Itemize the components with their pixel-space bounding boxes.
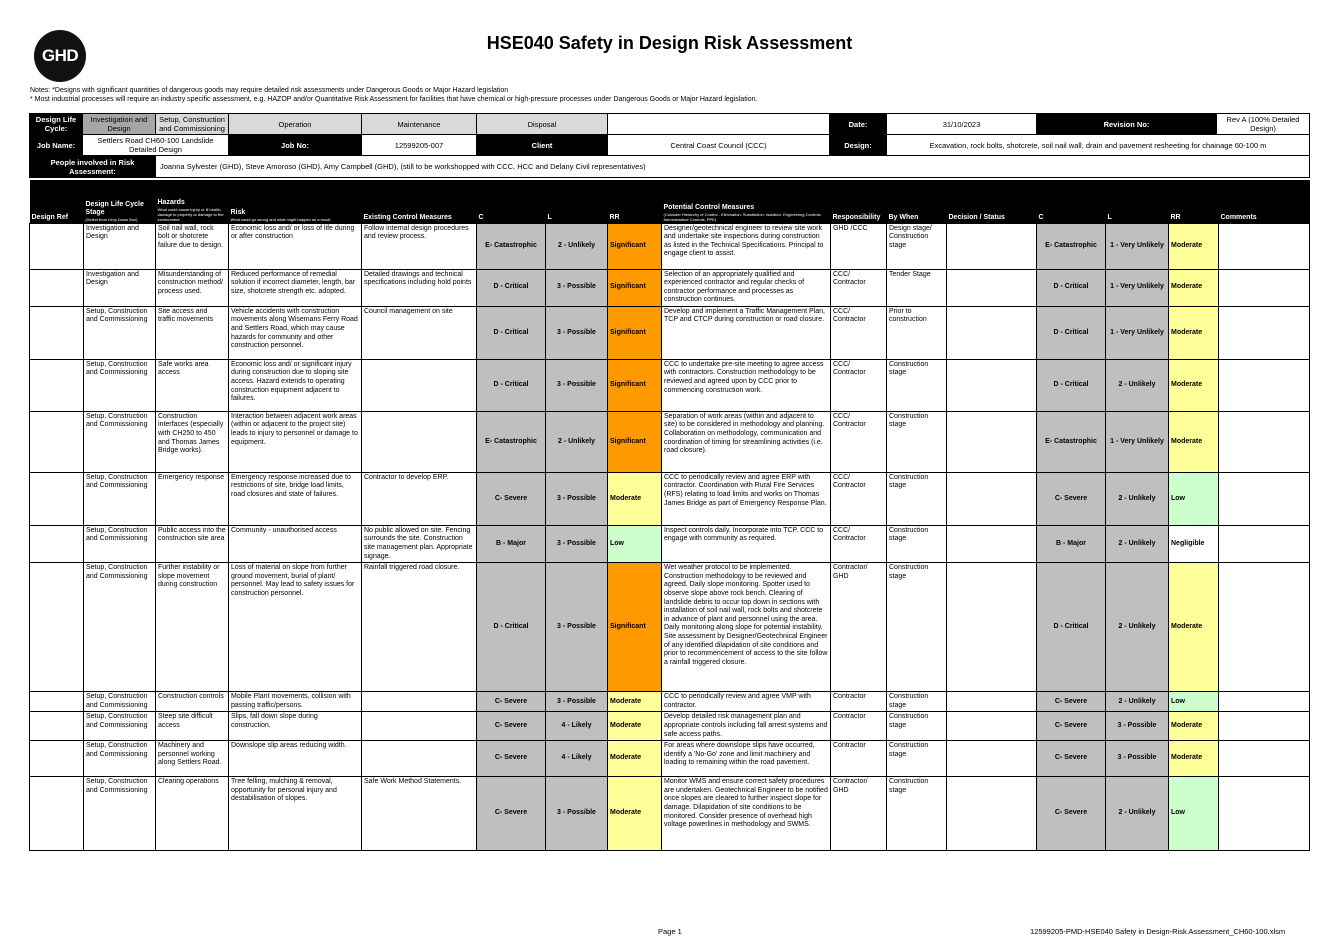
stage-cell: Setup, Construction and Commissioning: [84, 563, 156, 692]
comments-cell: [1219, 741, 1310, 777]
initial-likelihood-cell: 3 - Possible: [546, 563, 608, 692]
decision-cell: [947, 306, 1037, 359]
residual-likelihood-cell: 1 - Very Unlikely: [1106, 411, 1169, 472]
table-row: [30, 692, 1310, 712]
decision-cell: [947, 472, 1037, 525]
design-label: Design:: [830, 135, 887, 156]
risk-cell: Loss of material on slope from further ground movement, burial of plant/ personnel. May lead to safety issues for construction personnel.: [229, 563, 362, 692]
existing-control-cell: Follow internal design procedures and review process.: [362, 223, 477, 269]
initial-risk-rating-cell: Significant: [608, 563, 662, 692]
col-hazards-label: Hazards: [157, 198, 185, 206]
by-when-cell: Prior to construction: [887, 306, 947, 359]
table-row: [30, 712, 1310, 741]
responsibility-cell: CCC/ Contractor: [831, 525, 887, 562]
residual-consequence-cell: C- Severe: [1037, 692, 1106, 712]
hazard-cell: Misunderstanding of construction method/ process used.: [156, 269, 229, 306]
risk-cell: Economic loss and/ or loss of life during or after construction: [229, 223, 362, 269]
initial-risk-rating-cell: Moderate: [608, 472, 662, 525]
initial-consequence-cell: C- Severe: [477, 472, 546, 525]
by-when-cell: Construction stage: [887, 472, 947, 525]
potential-control-cell: CCC to periodically review and agree ERP with contractor. Coordination with Rural Fire Services (RFS) relating to load limits and works on Thomas James Bridge as part of Emergency Response Plan.: [662, 472, 831, 525]
table-row: [30, 472, 1310, 525]
note-line-1: Notes: *Designs with significant quantities of dangerous goods may require detailed risk assessments under Dangerous Goods or Major Hazard legislation: [30, 87, 509, 94]
hazard-cell: Clearing operations: [156, 777, 229, 851]
potential-control-cell: Develop and implement a Traffic Management Plan, TCP and CTCP during construction or road closure.: [662, 306, 831, 359]
responsibility-cell: Contractor: [831, 712, 887, 741]
col-stage: [84, 180, 156, 223]
table-body: [30, 223, 1310, 851]
table-row: [30, 777, 1310, 851]
decision-cell: [947, 563, 1037, 692]
col-by-when: By When: [887, 180, 947, 223]
initial-likelihood-cell: 3 - Possible: [546, 525, 608, 562]
col-potential-label: Potential Control Measures: [663, 203, 755, 211]
residual-risk-rating-cell: Moderate: [1169, 741, 1219, 777]
note-line-2: * Most industrial processes will require an industry specific assessment, e.g. HAZOP and/or Quantitative Risk Assessment for facilities that have chemical or high-pressure processes under Dangerous Goods or Major Hazard legislation.: [30, 96, 758, 103]
residual-likelihood-cell: 2 - Unlikely: [1106, 472, 1169, 525]
residual-consequence-cell: C- Severe: [1037, 741, 1106, 777]
risk-cell: Community - unauthorised access: [229, 525, 362, 562]
potential-control-cell: Inspect controls daily. Incorporate into TCP. CCC to engage with community as required.: [662, 525, 831, 562]
responsibility-cell: Contractor: [831, 692, 887, 712]
decision-cell: [947, 777, 1037, 851]
col-decision: Decision / Status: [947, 180, 1037, 223]
file-name: 12599205-PMD-HSE040 Safety in Design-Risk Assessment_CH60-100.xlsm: [1030, 927, 1286, 936]
residual-likelihood-cell: 1 - Very Unlikely: [1106, 223, 1169, 269]
initial-likelihood-cell: 3 - Possible: [546, 692, 608, 712]
initial-likelihood-cell: 2 - Unlikely: [546, 411, 608, 472]
initial-consequence-cell: D - Critical: [477, 269, 546, 306]
stage-cell: Setup, Construction and Commissioning: [84, 411, 156, 472]
initial-risk-rating-cell: Moderate: [608, 741, 662, 777]
residual-consequence-cell: C- Severe: [1037, 472, 1106, 525]
stage-setup[interactable]: Setup, Construction and Commissioning: [156, 114, 229, 135]
stage-cell: Investigation and Design: [84, 223, 156, 269]
residual-risk-rating-cell: Moderate: [1169, 269, 1219, 306]
potential-control-cell: Selection of an appropriately qualified and experienced contractor and regular checks of contractor performance and processes as construction continues.: [662, 269, 831, 306]
blank-cell: [608, 114, 830, 135]
decision-cell: [947, 223, 1037, 269]
hazard-cell: Construction interfaces (especially with CH250 to 450 and Thomas James Bridge works).: [156, 411, 229, 472]
responsibility-cell: Contractor: [831, 741, 887, 777]
potential-control-cell: Monitor WMS and ensure correct safety procedures are undertaken. Geotechnical Engineer to be notified once slopes are cleared to further inspect slope for damage. Dilapidation of site conditions to be monitored. Consider presence of overhead high voltage powerlines in methodology and SWMS.: [662, 777, 831, 851]
existing-control-cell: No public allowed on site. Fencing surrounds the site. Construction site management plan. Appropriate signage.: [362, 525, 477, 562]
initial-likelihood-cell: 4 - Likely: [546, 741, 608, 777]
table-row: [30, 306, 1310, 359]
residual-likelihood-cell: 2 - Unlikely: [1106, 525, 1169, 562]
design-ref: [30, 472, 84, 525]
table-row: [30, 563, 1310, 692]
stage-operation[interactable]: Operation: [229, 114, 362, 135]
initial-likelihood-cell: 3 - Possible: [546, 777, 608, 851]
risk-cell: Economic loss and/ or significant injury during construction due to sloping site access. Hazard extends to operating construction equipment adjacent to failures.: [229, 359, 362, 411]
design-ref: [30, 692, 84, 712]
hazard-cell: Steep site difficult access: [156, 712, 229, 741]
client-value: Central Coast Council (CCC): [608, 135, 830, 156]
responsibility-cell: CCC/ Contractor: [831, 472, 887, 525]
potential-control-cell: For areas where downslope slips have occurred, identify a 'No-Go' zone and limit machinery and loading to remaining within the road pavement.: [662, 741, 831, 777]
responsibility-cell: Contractor/ GHD: [831, 777, 887, 851]
comments-cell: [1219, 712, 1310, 741]
risk-cell: Vehicle accidents with construction movements along Wisemans Ferry Road and Settlers Road, which may cause hazards for community and other construction personnel.: [229, 306, 362, 359]
col-potential-sub: (Consider Hierarchy of Control - Elimination, Substitution, Isolation, Engineering Controls, Administrative Controls, PPE): [663, 211, 822, 222]
table-row: [30, 741, 1310, 777]
existing-control-cell: [362, 712, 477, 741]
responsibility-cell: CCC/ Contractor: [831, 411, 887, 472]
stage-cell: Setup, Construction and Commissioning: [84, 692, 156, 712]
responsibility-cell: CCC/ Contractor: [831, 306, 887, 359]
design-ref: [30, 269, 84, 306]
design-ref: [30, 712, 84, 741]
initial-consequence-cell: E- Catastrophic: [477, 411, 546, 472]
residual-risk-rating-cell: Moderate: [1169, 411, 1219, 472]
residual-likelihood-cell: 2 - Unlikely: [1106, 563, 1169, 692]
initial-risk-rating-cell: Moderate: [608, 692, 662, 712]
by-when-cell: Construction stage: [887, 563, 947, 692]
residual-risk-rating-cell: Moderate: [1169, 712, 1219, 741]
initial-risk-rating-cell: Significant: [608, 306, 662, 359]
stage-disposal[interactable]: Disposal: [477, 114, 608, 135]
stage-cell: Setup, Construction and Commissioning: [84, 712, 156, 741]
existing-control-cell: [362, 741, 477, 777]
decision-cell: [947, 411, 1037, 472]
comments-cell: [1219, 472, 1310, 525]
stage-cell: Setup, Construction and Commissioning: [84, 359, 156, 411]
stage-maintenance[interactable]: Maintenance: [362, 114, 477, 135]
stage-cell: Setup, Construction and Commissioning: [84, 472, 156, 525]
initial-risk-rating-cell: Significant: [608, 269, 662, 306]
initial-consequence-cell: D - Critical: [477, 359, 546, 411]
residual-risk-rating-cell: Moderate: [1169, 563, 1219, 692]
initial-consequence-cell: D - Critical: [477, 563, 546, 692]
residual-risk-rating-cell: Negligible: [1169, 525, 1219, 562]
client-label: Client: [477, 135, 608, 156]
initial-consequence-cell: C- Severe: [477, 741, 546, 777]
potential-control-cell: Separation of work areas (within and adjacent to site) to be considered in methodology and planning. Collaboration on methodology, communication and coordination of timing for streamlining activities (i.e. road closure).: [662, 411, 831, 472]
comments-cell: [1219, 692, 1310, 712]
comments-cell: [1219, 306, 1310, 359]
stage-cell: Setup, Construction and Commissioning: [84, 741, 156, 777]
risk-cell: Downslope slip areas reducing width.: [229, 741, 362, 777]
decision-cell: [947, 525, 1037, 562]
col-res-c: C: [1037, 180, 1106, 223]
potential-control-cell: CCC to periodically review and agree VMP with contractor.: [662, 692, 831, 712]
potential-control-cell: Wet weather protocol to be implemented. Construction methodology to be reviewed and agreed. Daily slope monitoring. Spotter used to observe slope above rock bench. Clearing of landslide debris to occur top down in sections with installation of soil nail wall, rock bolts and shotcrete in advance of plant and personnel using the area. Daily monitoring along slope for potential instability. Site assessment by Designer/Geotechnical Engineer of any identified dilapidation of site conditions and prior to recommencement of access to the site follow a rainfall triggered closure.: [662, 563, 831, 692]
initial-consequence-cell: D - Critical: [477, 306, 546, 359]
residual-risk-rating-cell: Low: [1169, 777, 1219, 851]
risk-cell: Tree felling, mulching & removal, opportunity for personal injury and destabilisation of slopes.: [229, 777, 362, 851]
comments-cell: [1219, 777, 1310, 851]
design-ref: [30, 563, 84, 692]
initial-likelihood-cell: 3 - Possible: [546, 306, 608, 359]
residual-risk-rating-cell: Low: [1169, 692, 1219, 712]
existing-control-cell: Contractor to develop ERP.: [362, 472, 477, 525]
residual-risk-rating-cell: Moderate: [1169, 359, 1219, 411]
residual-likelihood-cell: 1 - Very Unlikely: [1106, 306, 1169, 359]
col-hazards-sub: What could cause injury or ill health, damage to property or damage to the environment: [157, 206, 224, 222]
responsibility-cell: CCC/ Contractor: [831, 269, 887, 306]
initial-risk-rating-cell: Moderate: [608, 712, 662, 741]
responsibility-cell: CCC/ Contractor: [831, 359, 887, 411]
by-when-cell: Construction stage: [887, 692, 947, 712]
hazard-cell: Construction controls: [156, 692, 229, 712]
col-risk: [229, 180, 362, 223]
design-ref: [30, 525, 84, 562]
by-when-cell: Tender Stage: [887, 269, 947, 306]
design-ref: [30, 223, 84, 269]
comments-cell: [1219, 223, 1310, 269]
col-hazards: [156, 180, 229, 223]
job-name-value: Settlers Road CH60-100 Landslide Detailed Design: [83, 135, 229, 156]
initial-likelihood-cell: 3 - Possible: [546, 359, 608, 411]
hazard-cell: Safe works area access: [156, 359, 229, 411]
design-ref: [30, 306, 84, 359]
table-row: [30, 269, 1310, 306]
job-name-label: Job Name:: [30, 135, 83, 156]
existing-control-cell: Safe Work Method Statements.: [362, 777, 477, 851]
col-design-ref: Design Ref: [30, 180, 84, 223]
residual-risk-rating-cell: Low: [1169, 472, 1219, 525]
stage-investigation[interactable]: Investigation and Design: [83, 114, 156, 135]
initial-risk-rating-cell: Moderate: [608, 777, 662, 851]
design-ref: [30, 359, 84, 411]
stage-cell: Setup, Construction and Commissioning: [84, 525, 156, 562]
comments-cell: [1219, 269, 1310, 306]
initial-risk-rating-cell: Significant: [608, 411, 662, 472]
comments-cell: [1219, 411, 1310, 472]
residual-consequence-cell: D - Critical: [1037, 269, 1106, 306]
decision-cell: [947, 712, 1037, 741]
col-risk-sub: What could go wrong and what might happen as a result: [230, 216, 331, 222]
col-risk-label: Risk: [230, 208, 246, 216]
potential-control-cell: CCC to undertake pre-site meeting to agree access with contractors. Construction methodology to be reviewed and agreed upon by CCC prior to commencing construction work.: [662, 359, 831, 411]
existing-control-cell: Council management on site: [362, 306, 477, 359]
stage-cell: Setup, Construction and Commissioning: [84, 777, 156, 851]
initial-consequence-cell: C- Severe: [477, 692, 546, 712]
initial-likelihood-cell: 3 - Possible: [546, 472, 608, 525]
decision-cell: [947, 692, 1037, 712]
job-no-value: 12599205-007: [362, 135, 477, 156]
col-c: C: [477, 180, 546, 223]
by-when-cell: Construction stage: [887, 525, 947, 562]
col-comments: Comments: [1219, 180, 1310, 223]
date-value: 31/10/2023: [887, 114, 1037, 135]
comments-cell: [1219, 563, 1310, 692]
hazard-cell: Soil nail wall, rock bolt or shotcrete failure due to design.: [156, 223, 229, 269]
hazard-cell: Emergency response: [156, 472, 229, 525]
col-rr: RR: [608, 180, 662, 223]
hazard-cell: Site access and traffic movements: [156, 306, 229, 359]
design-value: Excavation, rock bolts, shotcrete, soil nail wall, drain and pavement resheeting for chainage 60-100 m: [887, 135, 1310, 156]
residual-consequence-cell: D - Critical: [1037, 359, 1106, 411]
residual-consequence-cell: D - Critical: [1037, 563, 1106, 692]
residual-likelihood-cell: 1 - Very Unlikely: [1106, 269, 1169, 306]
col-stage-label: Design Life Cycle Stage: [85, 200, 144, 216]
table-row: [30, 359, 1310, 411]
residual-consequence-cell: E- Catastrophic: [1037, 223, 1106, 269]
table-row: [30, 223, 1310, 269]
design-ref: [30, 777, 84, 851]
by-when-cell: Construction stage: [887, 741, 947, 777]
residual-risk-rating-cell: Moderate: [1169, 223, 1219, 269]
by-when-cell: Construction stage: [887, 411, 947, 472]
page-number: Page 1: [658, 927, 682, 936]
initial-likelihood-cell: 4 - Likely: [546, 712, 608, 741]
col-responsibility: Responsibility: [831, 180, 887, 223]
risk-cell: Interaction between adjacent work areas (within or adjacent to the project site) leads to injury to personnel or damage to equipment.: [229, 411, 362, 472]
initial-risk-rating-cell: Low: [608, 525, 662, 562]
potential-control-cell: Develop detailed risk management plan and appropriate controls including fall arrest systems and safe access paths.: [662, 712, 831, 741]
residual-likelihood-cell: 2 - Unlikely: [1106, 692, 1169, 712]
hazard-cell: Public access into the construction site area: [156, 525, 229, 562]
lifecycle-label: Design Life Cycle:: [30, 114, 83, 135]
residual-consequence-cell: D - Critical: [1037, 306, 1106, 359]
col-l: L: [546, 180, 608, 223]
risk-register-table: [29, 180, 1310, 851]
by-when-cell: Construction stage: [887, 712, 947, 741]
risk-cell: Reduced performance of remedial solution if incorrect diameter, length, bar size, shotcrete strength etc. adopted.: [229, 269, 362, 306]
residual-consequence-cell: B - Major: [1037, 525, 1106, 562]
col-existing: Existing Control Measures: [362, 180, 477, 223]
initial-risk-rating-cell: Significant: [608, 359, 662, 411]
col-res-l: L: [1106, 180, 1169, 223]
responsibility-cell: Contractor/ GHD: [831, 563, 887, 692]
revision-label: Revision No:: [1037, 114, 1217, 135]
page-title: HSE040 Safety in Design Risk Assessment: [486, 33, 853, 53]
date-label: Date:: [830, 114, 887, 135]
notes: [30, 86, 757, 104]
existing-control-cell: [362, 359, 477, 411]
by-when-cell: Construction stage: [887, 777, 947, 851]
existing-control-cell: Rainfall triggered road closure.: [362, 563, 477, 692]
existing-control-cell: [362, 411, 477, 472]
potential-control-cell: Designer/geotechnical engineer to review site work and undertake site inspections during construction as listed in the Technical Specifications. Principal to engage client to assist.: [662, 223, 831, 269]
stage-cell: Investigation and Design: [84, 269, 156, 306]
comments-cell: [1219, 359, 1310, 411]
initial-likelihood-cell: 3 - Possible: [546, 269, 608, 306]
design-ref: [30, 411, 84, 472]
residual-likelihood-cell: 2 - Unlikely: [1106, 777, 1169, 851]
job-no-label: Job No:: [229, 135, 362, 156]
residual-risk-rating-cell: Moderate: [1169, 306, 1219, 359]
project-info-table: [29, 113, 1310, 178]
existing-control-cell: [362, 692, 477, 712]
hazard-cell: Further instability or slope movement during construction: [156, 563, 229, 692]
design-ref: [30, 741, 84, 777]
initial-consequence-cell: B - Major: [477, 525, 546, 562]
responsibility-cell: GHD /CCC: [831, 223, 887, 269]
initial-likelihood-cell: 2 - Unlikely: [546, 223, 608, 269]
existing-control-cell: Detailed drawings and technical specifications including hold points: [362, 269, 477, 306]
col-res-rr: RR: [1169, 180, 1219, 223]
residual-likelihood-cell: 3 - Possible: [1106, 712, 1169, 741]
hazard-cell: Machinery and personnel working along Settlers Road.: [156, 741, 229, 777]
decision-cell: [947, 359, 1037, 411]
by-when-cell: Construction stage: [887, 359, 947, 411]
people-label: People involved in Risk Assessment:: [30, 156, 156, 178]
by-when-cell: Design stage/ Construction stage: [887, 223, 947, 269]
table-row: [30, 411, 1310, 472]
risk-cell: Mobile Plant movements, collision with passing traffic/persons.: [229, 692, 362, 712]
col-stage-sub: (Select from Drop Down Box): [85, 216, 138, 222]
initial-consequence-cell: E- Catastrophic: [477, 223, 546, 269]
initial-consequence-cell: C- Severe: [477, 712, 546, 741]
initial-consequence-cell: C- Severe: [477, 777, 546, 851]
initial-risk-rating-cell: Significant: [608, 223, 662, 269]
residual-consequence-cell: E- Catastrophic: [1037, 411, 1106, 472]
decision-cell: [947, 741, 1037, 777]
table-row: [30, 525, 1310, 562]
stage-cell: Setup, Construction and Commissioning: [84, 306, 156, 359]
residual-consequence-cell: C- Severe: [1037, 712, 1106, 741]
decision-cell: [947, 269, 1037, 306]
logo-text: GHD: [41, 46, 79, 65]
people-value: Joanna Sylvester (GHD), Steve Amoroso (GHD), Amy Campbell (GHD), (still to be workshopped with CCC, HCC and Delany Civil representatives): [156, 156, 1310, 178]
risk-cell: Slips, fall down slope during construction.: [229, 712, 362, 741]
revision-value: Rev A (100% Detailed Design): [1217, 114, 1310, 135]
comments-cell: [1219, 525, 1310, 562]
risk-cell: Emergency response increased due to restrictions of site, bridge load limits, road closures and state of failures.: [229, 472, 362, 525]
residual-likelihood-cell: 3 - Possible: [1106, 741, 1169, 777]
col-potential: [662, 180, 831, 223]
residual-consequence-cell: C- Severe: [1037, 777, 1106, 851]
residual-likelihood-cell: 2 - Unlikely: [1106, 359, 1169, 411]
